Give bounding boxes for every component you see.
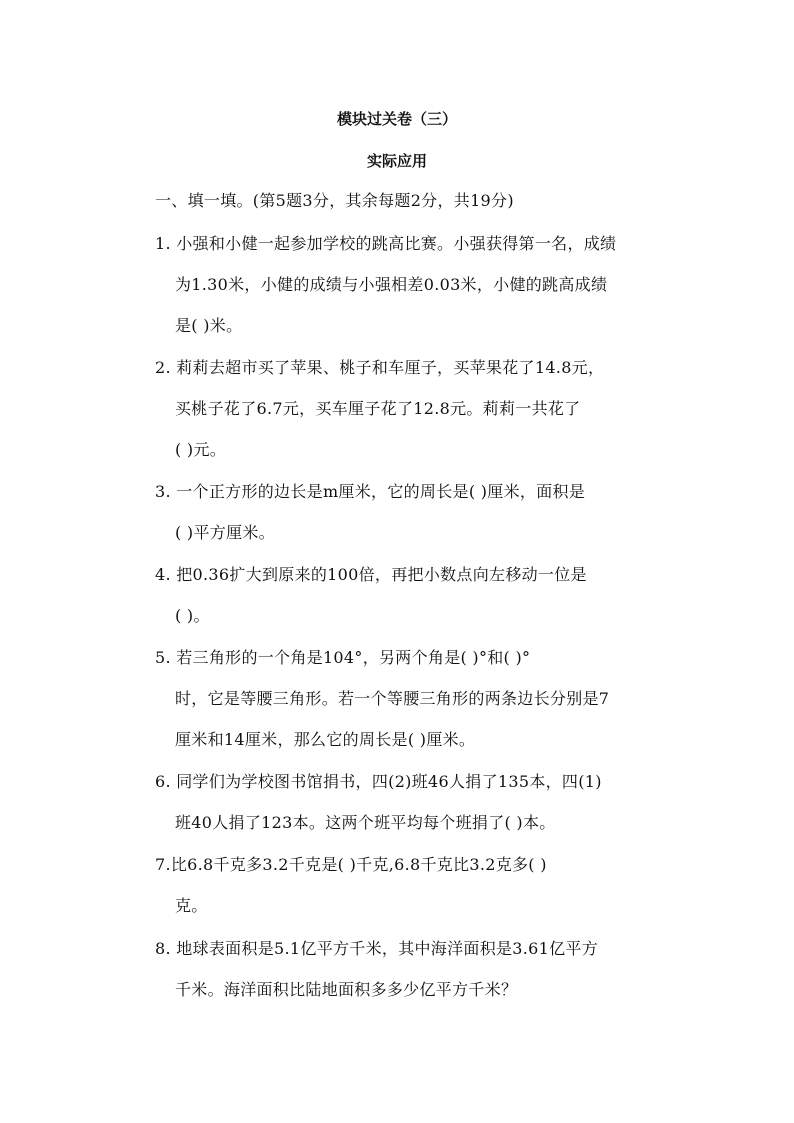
question-5-line-2: 时，它是等腰三角形。若一个等腰三角形的两条边长分别是7 [175,689,610,708]
question-3-line-2: ( )平方厘米。 [175,523,275,542]
question-8-line-2: 千米。海洋面积比陆地面积多多少亿平方千米？ [175,980,518,999]
page-subtitle: 实际应用 [366,152,427,170]
question-6-line-1: 6. 同学们为学校图书馆捐书，四(2)班46人捐了135本，四(1) [155,772,602,791]
question-1-line-2: 为1.30米，小健的成绩与小强相差0.03米，小健的跳高成绩 [175,275,608,294]
question-8-line-1: 8. 地球表面积是5.1亿平方千米，其中海洋面积是3.61亿平方 [155,939,599,958]
page-title: 模块过关卷（三） [336,110,457,128]
question-1-line-1: 1. 小强和小健一起参加学校的跳高比赛。小强获得第一名，成绩 [155,234,617,253]
question-5-line-1: 5. 若三角形的一个角是104°，另两个角是( )°和( )° [155,648,531,667]
question-6-line-2: 班40人捐了123本。这两个班平均每个班捐了( )本。 [175,813,556,832]
question-3-line-1: 3. 一个正方形的边长是m厘米，它的周长是( )厘米，面积是 [155,482,586,501]
question-1-line-3: 是( )米。 [175,316,243,335]
question-2-line-3: ( )元。 [175,440,227,459]
section-heading: 一、填一填。(第5题3分，其余每题2分，共19分) [155,191,514,210]
question-2-line-2: 买桃子花了6.7元，买车厘子花了12.8元。莉莉一共花了 [175,399,581,418]
question-5-line-3: 厘米和14厘米，那么它的周长是( )厘米。 [175,730,476,749]
question-4-line-1: 4. 把0.36扩大到原来的100倍，再把小数点向左移动一位是 [155,565,587,584]
question-4-line-2: ( )。 [175,606,210,625]
question-2-line-1: 2. 莉莉去超市买了苹果、桃子和车厘子，买苹果花了14.8元， [155,358,605,377]
question-7-line-2: 克。 [175,896,208,915]
question-7-line-1: 7.比6.8千克多3.2千克是( )千克,6.8千克比3.2克多( ) [155,855,547,874]
